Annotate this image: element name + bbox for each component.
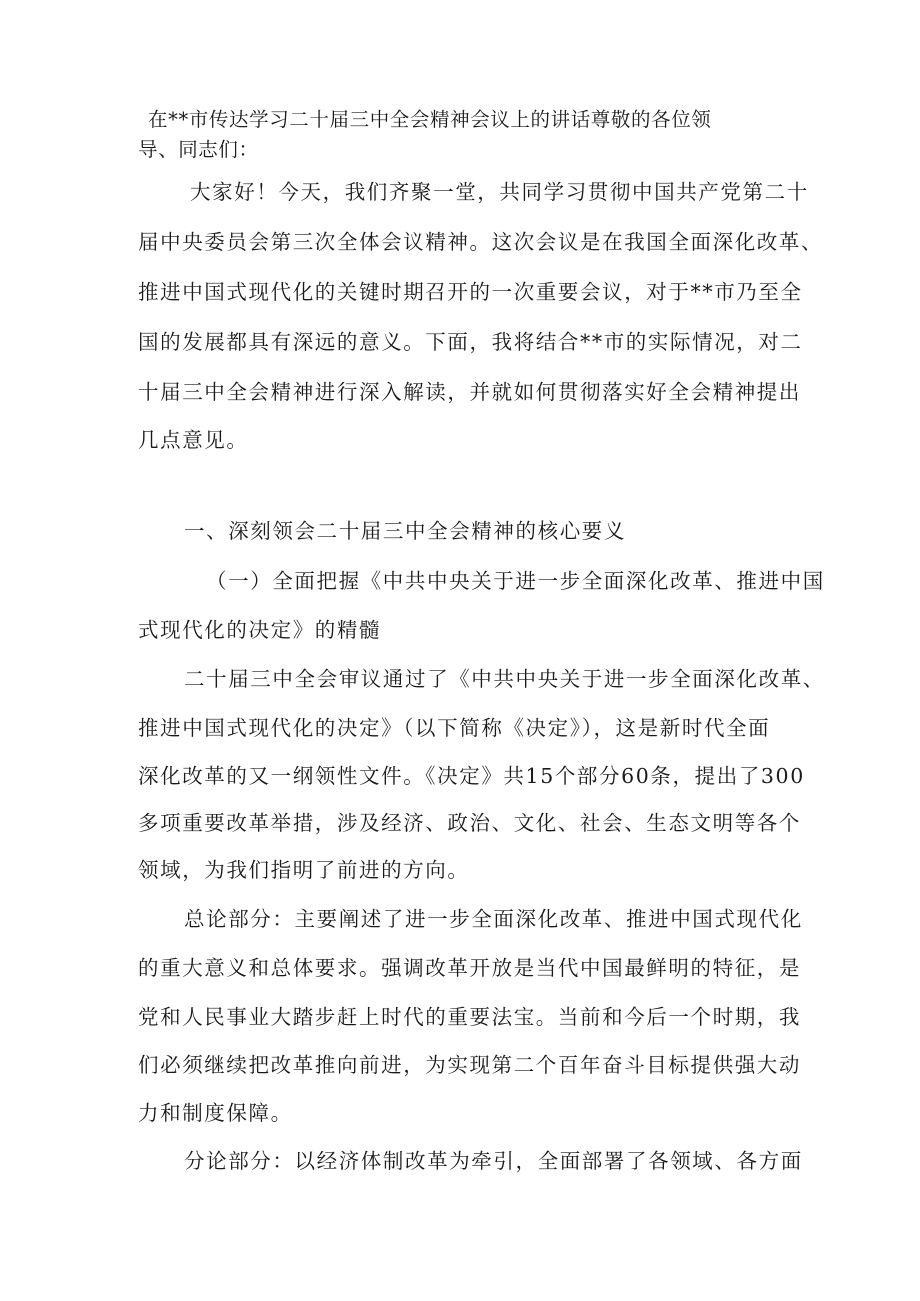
- paragraph-2-line-4: 多项重要改革举措，涉及经济、政治、文化、社会、生态文明等各个: [138, 811, 801, 835]
- section-1-heading: 一、深刻领会二十届三中全会精神的核心要义: [184, 519, 626, 543]
- paragraph-2-line-1: 二十届三中全会审议通过了《中共中央关于进一步全面深化改革、: [184, 667, 825, 691]
- subsection-1-heading-line-1: （一）全面把握《中共中央关于进一步全面深化改革、推进中国: [206, 569, 825, 593]
- document-title-line-2: 导、同志们：: [138, 138, 259, 161]
- paragraph-4-line-1: 分论部分：以经济体制改革为牵引，全面部署了各领域、各方面: [184, 1149, 803, 1173]
- paragraph-2-line-2: 推进中国式现代化的决定》（以下简称《决定》），这是新时代全面: [138, 716, 771, 740]
- paragraph-3-line-1: 总论部分：主要阐述了进一步全面深化改革、推进中国式现代化: [184, 907, 803, 931]
- paragraph-1-line-4: 国的发展都具有深远的意义。下面，我将结合**市的实际情况，对二: [138, 330, 803, 354]
- paragraph-1-line-6: 几点意见。: [138, 428, 249, 452]
- paragraph-1-line-1: 大家好！今天，我们齐聚一堂，共同学习贯彻中国共产党第二十: [190, 180, 809, 204]
- paragraph-1-line-3: 推进中国式现代化的关键时期召开的一次重要会议，对于**市乃至全: [138, 280, 803, 304]
- paragraph-3-line-2: 的重大意义和总体要求。强调改革开放是当代中国最鲜明的特征，是: [138, 956, 801, 980]
- paragraph-3-line-4: 们必须继续把改革推向前进，为实现第二个百年奋斗目标提供强大动: [138, 1053, 801, 1077]
- paragraph-1-line-5: 十届三中全会精神进行深入解读，并就如何贯彻落实好全会精神提出: [138, 380, 801, 404]
- paragraph-3-line-5: 力和制度保障。: [138, 1101, 293, 1125]
- paragraph-2-line-5: 领域，为我们指明了前进的方向。: [138, 858, 470, 882]
- paragraph-1-line-2: 届中央委员会第三次全体会议精神。这次会议是在我国全面深化改革、: [138, 230, 824, 254]
- paragraph-3-line-3: 党和人民事业大踏步赶上时代的重要法宝。当前和今后一个时期，我: [138, 1005, 801, 1029]
- subsection-1-heading-line-2: 式现代化的决定》的精髓: [138, 618, 382, 642]
- paragraph-2-line-3: 深化改革的又一纲领性文件。《决定》共15个部分60条，提出了300: [138, 764, 805, 788]
- document-title-line-1: 在**市传达学习二十届三中全会精神会议上的讲话尊敬的各位领: [148, 108, 712, 131]
